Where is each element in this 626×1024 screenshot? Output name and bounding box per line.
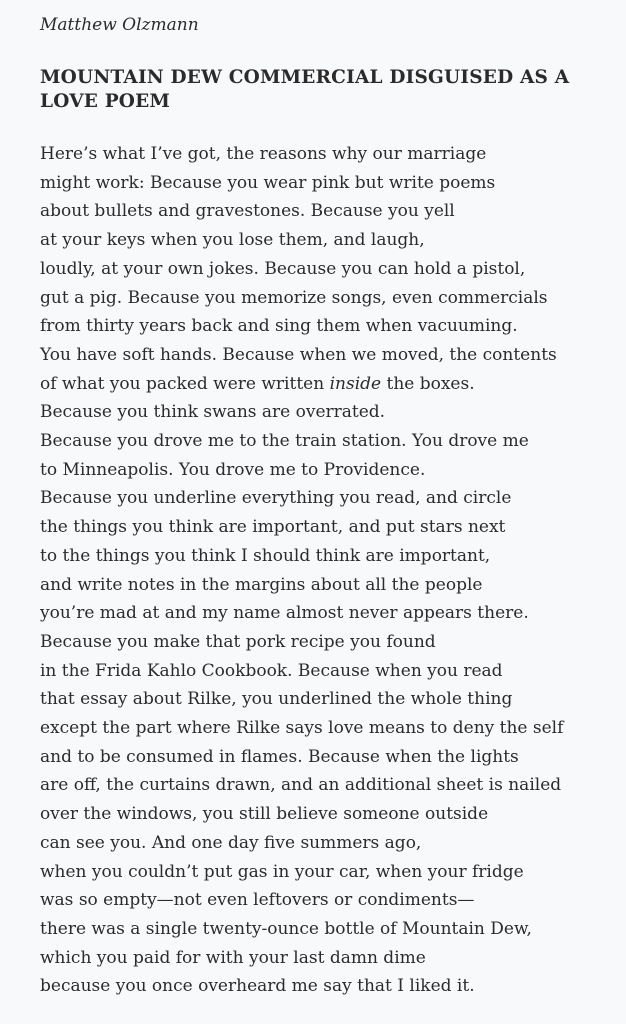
poem-line: Because you underline everything you read, and circle	[40, 488, 512, 509]
poem-line: except the part where Rilke says love means to deny the self	[40, 718, 564, 739]
poem-line: You have soft hands. Because when we moved, the contents	[40, 344, 557, 365]
poem-line: because you once overheard me say that I liked it.	[40, 976, 475, 997]
poem-line: from thirty years back and sing them when vacuuming.	[40, 316, 518, 337]
poem-line: to Minneapolis. You drove me to Providence.	[40, 459, 426, 480]
poem-line: you’re mad at and my name almost never appears there.	[40, 603, 529, 624]
poem-line: gut a pig. Because you memorize songs, even commercials	[40, 287, 548, 308]
poem-title: MOUNTAIN DEW COMMERCIAL DISGUISED AS A LOVE POEM	[40, 67, 570, 112]
poem-line: when you couldn’t put gas in your car, when your fridge	[40, 861, 524, 882]
poem-line: are off, the curtains drawn, and an additional sheet is nailed	[40, 775, 562, 796]
poem-line: of what you packed were written inside the boxes.	[40, 373, 475, 394]
poem-line: might work: Because you wear pink but write poems	[40, 172, 496, 193]
poem-line: Because you think swans are overrated.	[40, 402, 386, 423]
poem-line: over the windows, you still believe someone outside	[40, 804, 489, 825]
poem-line: and write notes in the margins about all the people	[40, 574, 483, 595]
poem-line: loudly, at your own jokes. Because you can hold a pistol,	[40, 258, 526, 279]
poem-line: Here’s what I’ve got, the reasons why our marriage	[40, 144, 487, 164]
poem-line: can see you. And one day five summers ago,	[40, 832, 422, 853]
poem-line: was so empty—not even leftovers or condiments—	[40, 890, 475, 911]
poem-line: to the things you think I should think are important,	[40, 545, 491, 566]
italic-text: inside	[329, 373, 382, 394]
poem-line: which you paid for with your last damn dime	[40, 947, 426, 968]
poem-line: about bullets and gravestones. Because you yell	[40, 201, 455, 222]
poem-line: at your keys when you lose them, and laugh,	[40, 230, 425, 251]
poem-line: there was a single twenty-ounce bottle of Mountain Dew,	[40, 918, 532, 939]
author-name: Matthew Olzmann	[40, 15, 199, 35]
poem-line: the things you think are important, and put stars next	[40, 517, 506, 538]
poem-line: in the Frida Kahlo Cookbook. Because when you read	[40, 660, 503, 681]
poem-line: Because you drove me to the train station. You drove me	[40, 431, 529, 452]
poem-body	[40, 140, 596, 1001]
poem-line: Because you make that pork recipe you found	[40, 631, 436, 652]
poem-line: and to be consumed in flames. Because when the lights	[40, 746, 519, 767]
poem-line: that essay about Rilke, you underlined the whole thing	[40, 689, 513, 710]
